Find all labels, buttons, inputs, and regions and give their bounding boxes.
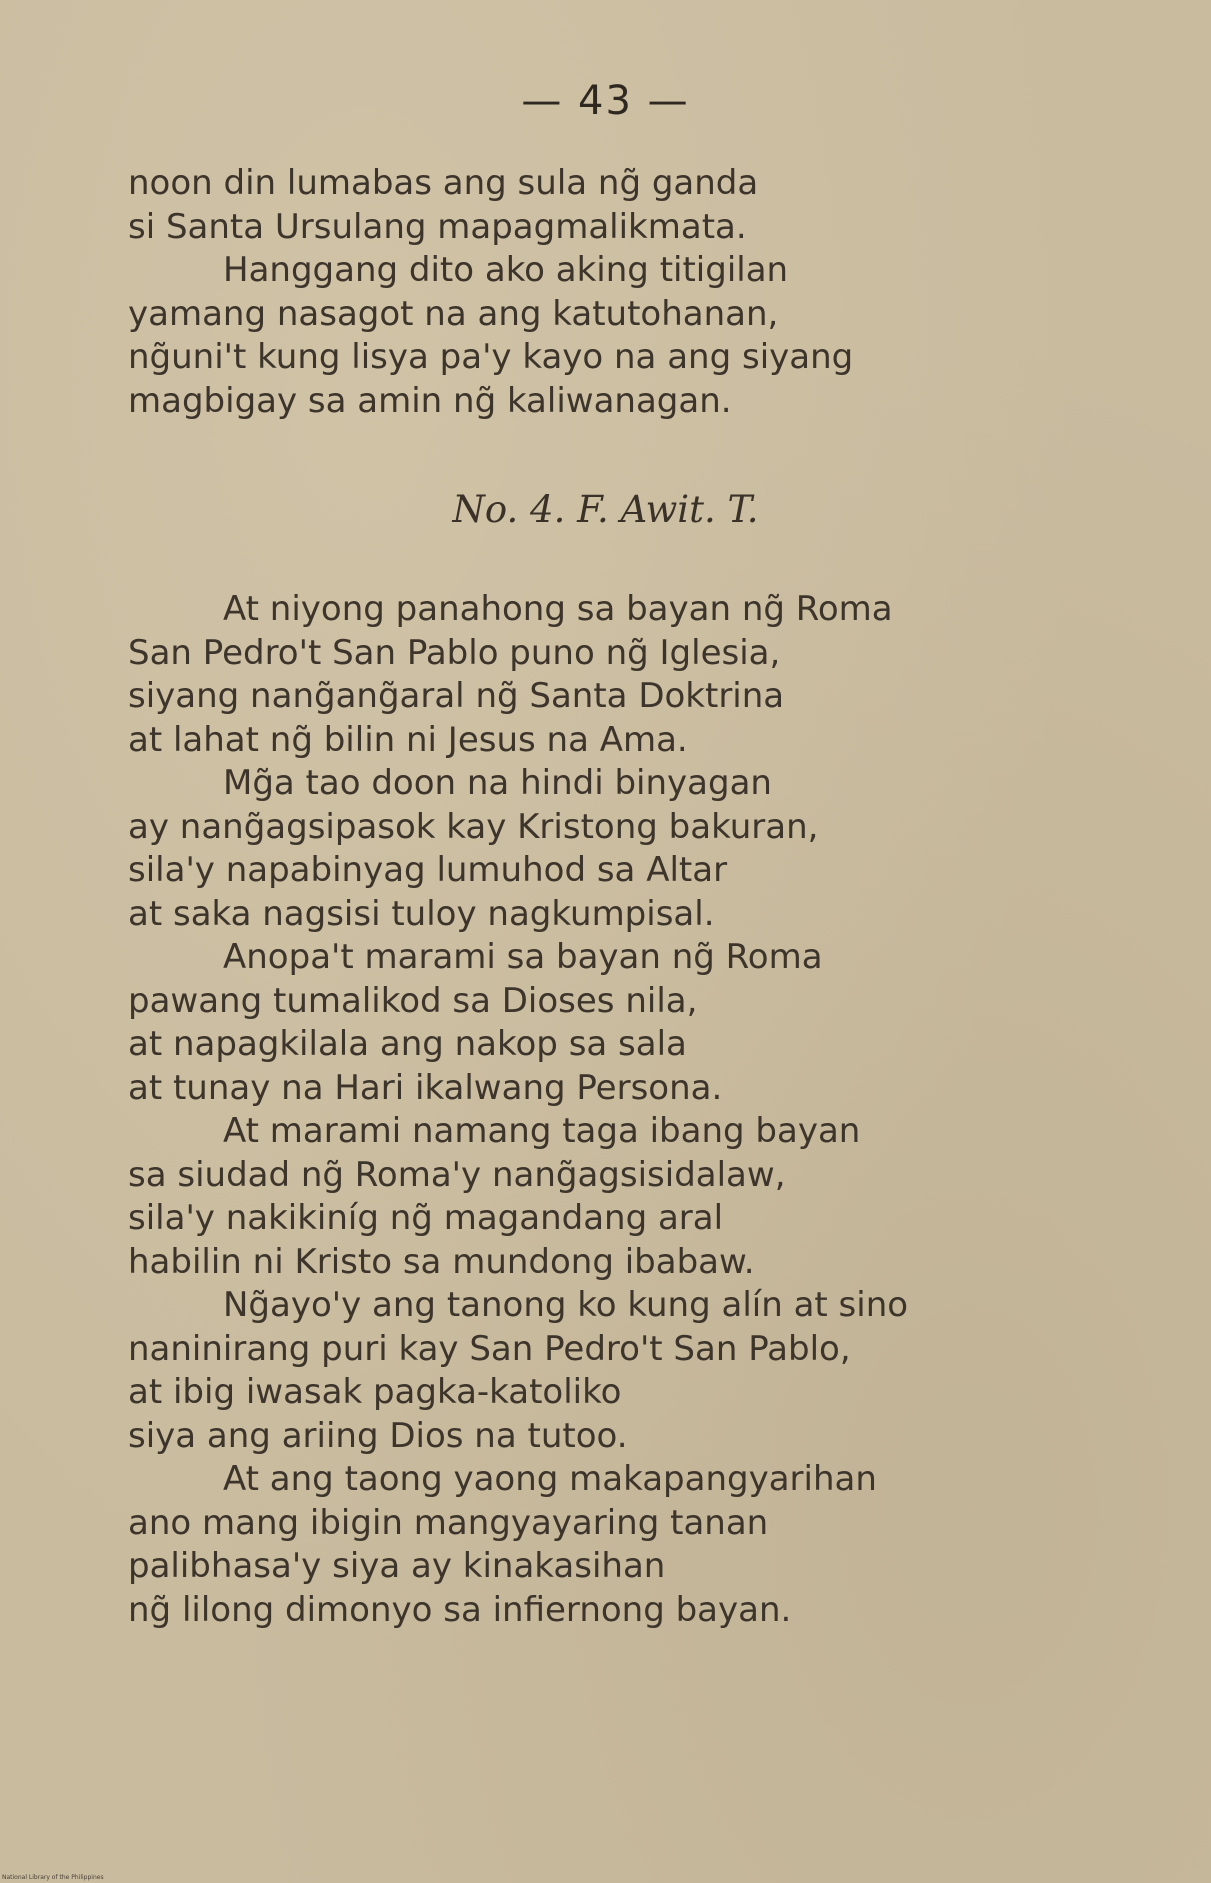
verse-line: noon din lumabas ang sula ng̃ ganda [128, 163, 759, 203]
verse-line: si Santa Ursulang mapagmalikmata. [128, 206, 747, 247]
verse-line: At ang taong yaong makapangyarihan [223, 1459, 877, 1499]
verse-line: ano mang ibigin mangyayaring tanan [128, 1502, 769, 1543]
verse-line: naninirang puri kay San Pedro't San Pablo, [128, 1328, 851, 1369]
verse-line: yamang nasagot na ang katutohanan, [128, 293, 779, 334]
verse-line: palibhasa'y siya ay kinakasihan [128, 1546, 666, 1586]
verse-line: at ibig iwasak pagka-katoliko [128, 1372, 622, 1412]
verse-line: Mg̃a tao doon na hindi binyagan [223, 763, 772, 803]
verse-line: at napagkilala ang nakop sa sala [128, 1024, 687, 1064]
section-heading: No. 4. F. Awit. T. [452, 488, 759, 531]
verse-line: siyang nang̃ang̃aral ng̃ Santa Doktrina [128, 676, 785, 716]
song-verses [128, 588, 1128, 1632]
verse-line: Anopa't marami sa bayan ng̃ Roma [223, 937, 823, 977]
verse-line: San Pedro't San Pablo puno ng̃ Iglesia, [128, 632, 781, 673]
verse-line: at lahat ng̃ bilin ni Jesus na Ama. [128, 719, 688, 760]
verse-line: sila'y nakikiníg ng̃ magandang aral [128, 1198, 724, 1238]
verse-line: At niyong panahong sa bayan ng̃ Roma [223, 589, 893, 629]
verse-line: ng̃ lilong dimonyo sa infiernong bayan. [128, 1589, 792, 1630]
verse-line: sila'y napabinyag lumuhod sa Altar [128, 850, 728, 890]
verse-line: at tunay na Hari ikalwang Persona. [128, 1067, 723, 1108]
verse-line: ng̃uni't kung lisya pa'y kayo na ang siyang [128, 337, 854, 377]
page-number: — 43 — [521, 78, 690, 124]
verse-line: Ng̃ayo'y ang tanong ko kung alín at sino [223, 1285, 909, 1325]
verse-line: Hanggang dito ako aking titigilan [223, 250, 789, 290]
intro-verse [128, 162, 1128, 423]
verse-line: At marami namang taga ibang bayan [223, 1111, 861, 1151]
verse-line: at saka nagsisi tuloy nagkumpisal. [128, 893, 715, 934]
verse-line: habilin ni Kristo sa mundong ibabaw. [128, 1241, 755, 1282]
footer-credit: National Library of the Philippines [2, 1874, 104, 1881]
verse-line: magbigay sa amin ng̃ kaliwanagan. [128, 380, 732, 421]
verse-line: siya ang ariing Dios na tutoo. [128, 1415, 628, 1456]
verse-line: pawang tumalikod sa Dioses nila, [128, 980, 698, 1021]
verse-line: sa siudad ng̃ Roma'y nang̃agsisidalaw, [128, 1154, 786, 1195]
verse-line: ay nang̃agsipasok kay Kristong bakuran, [128, 806, 819, 847]
